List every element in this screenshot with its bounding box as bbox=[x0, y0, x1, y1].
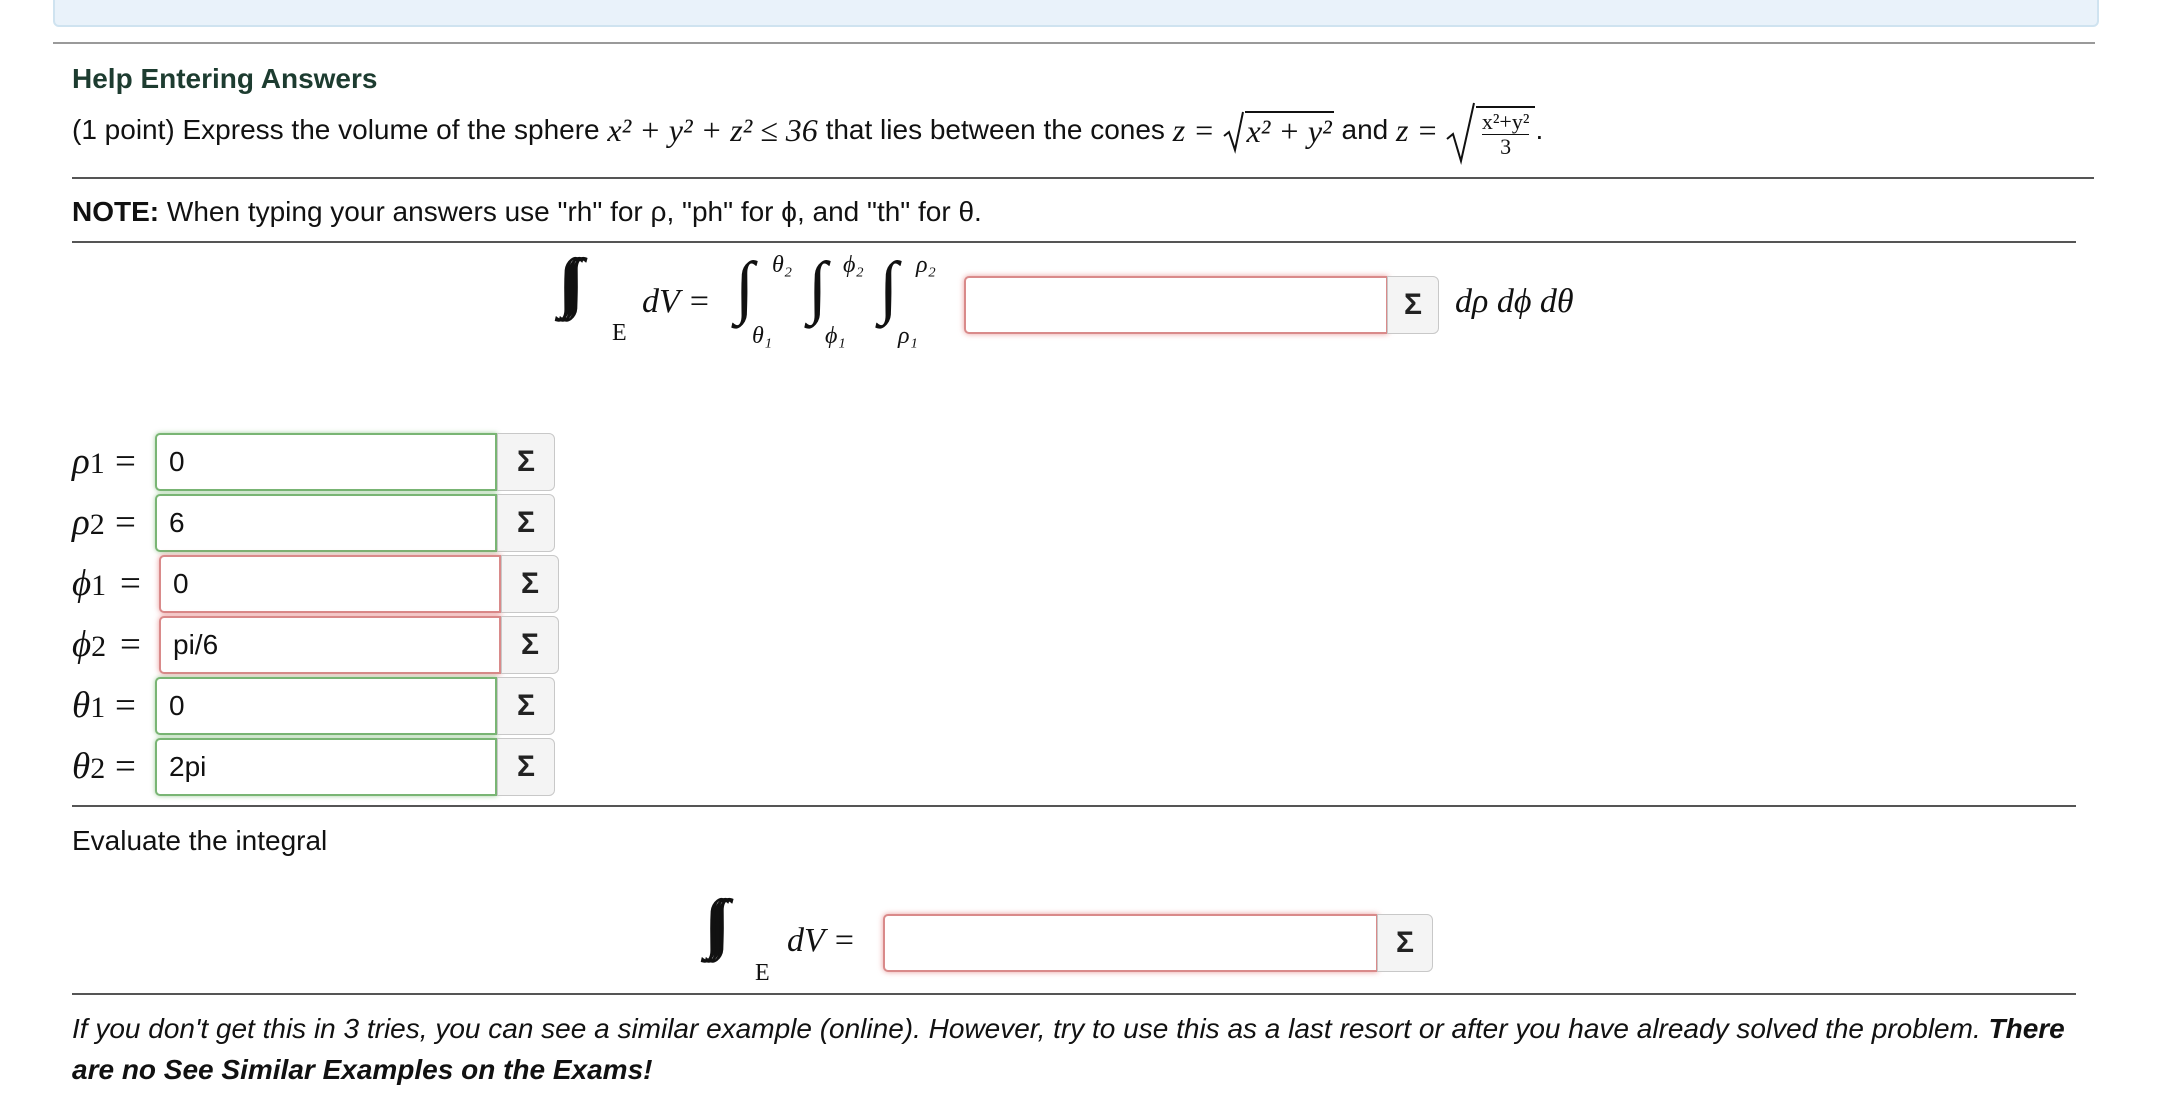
sigma-icon: Σ bbox=[520, 628, 539, 661]
region-label: E bbox=[755, 960, 770, 986]
problem-points-text: (1 point) Express the volume of the sphere bbox=[72, 114, 600, 145]
and-text: and bbox=[1341, 114, 1389, 145]
rho1-equation-editor-button[interactable] bbox=[497, 433, 555, 491]
cone1-lhs: z = bbox=[1172, 111, 1215, 148]
note-text: When typing your answers use "rh" for ρ, "ph" for ϕ, and "th" for θ. bbox=[166, 196, 982, 227]
equals-sign: = bbox=[115, 685, 136, 726]
rho2-symbol: ρ2 bbox=[72, 502, 105, 543]
note-line bbox=[72, 196, 982, 228]
sigma-icon: Σ bbox=[516, 445, 535, 478]
equals-sign: = bbox=[120, 624, 141, 665]
dv-equals: dV = bbox=[642, 283, 711, 320]
phi-upper-limit: ϕ₂ bbox=[843, 252, 864, 278]
sigma-icon: Σ bbox=[1395, 926, 1414, 959]
evaluate-label: Evaluate the integral bbox=[72, 825, 328, 856]
phi1-equation-editor-button[interactable] bbox=[501, 555, 559, 613]
sigma-icon: Σ bbox=[520, 567, 539, 600]
phi-lower-limit: ϕ₁ bbox=[825, 323, 846, 349]
footer-bold-2: are no See Similar Examples on the Exams! bbox=[72, 1054, 653, 1085]
help-entering-answers-link[interactable]: Help Entering Answers bbox=[72, 63, 378, 94]
cone2-denominator: 3 bbox=[1482, 134, 1530, 159]
note-label: NOTE: bbox=[72, 196, 160, 227]
top-divider bbox=[53, 42, 2095, 44]
phi1-symbol: ϕ1 bbox=[72, 563, 107, 604]
divider-1 bbox=[72, 177, 2094, 179]
equals-sign: = bbox=[115, 502, 136, 543]
phi2-equation-editor-button[interactable] bbox=[501, 616, 559, 674]
cone1-sqrt bbox=[1223, 110, 1334, 150]
rho-lower-limit: ρ₁ bbox=[898, 323, 918, 349]
footer-hint bbox=[72, 1008, 2082, 1090]
info-banner bbox=[53, 0, 2099, 27]
equals-sign: = bbox=[115, 441, 136, 482]
cone2-sqrt bbox=[1446, 101, 1536, 159]
equals-sign: = bbox=[120, 563, 141, 604]
divider-4 bbox=[72, 993, 2076, 995]
cone2-lhs: z = bbox=[1396, 111, 1439, 148]
differentials: dρ dϕ dθ bbox=[1455, 283, 1574, 320]
equals-sign: = bbox=[115, 746, 136, 787]
period: . bbox=[1535, 114, 1544, 145]
integral-value-input[interactable] bbox=[883, 914, 1378, 972]
rho2-input[interactable] bbox=[155, 494, 497, 552]
theta1-equation-editor-button[interactable] bbox=[497, 677, 555, 735]
divider-3 bbox=[72, 805, 2076, 807]
phi1-input[interactable] bbox=[159, 555, 501, 613]
theta2-symbol: θ2 bbox=[72, 746, 106, 787]
cone2-fraction bbox=[1476, 106, 1536, 159]
sigma-icon: Σ bbox=[516, 750, 535, 783]
theta1-input[interactable] bbox=[155, 677, 497, 735]
dv-equals: dV = bbox=[787, 922, 856, 959]
rho-upper-limit: ρ₂ bbox=[916, 252, 936, 278]
rho1-symbol: ρ1 bbox=[72, 441, 105, 482]
sphere-inequality: x² + y² + z² ≤ 36 bbox=[607, 111, 818, 148]
sqrt-icon bbox=[1223, 110, 1245, 154]
sigma-icon: Σ bbox=[516, 689, 535, 722]
integral-phi-icon: ∫ bbox=[808, 249, 828, 326]
sigma-icon: Σ bbox=[516, 506, 535, 539]
integrand-input[interactable] bbox=[964, 276, 1388, 334]
region-label: E bbox=[612, 320, 627, 346]
integral-value-equation-editor-button[interactable] bbox=[1377, 914, 1433, 972]
theta2-equation-editor-button[interactable] bbox=[497, 738, 555, 796]
problem-statement bbox=[72, 100, 1543, 160]
integrand-equation-editor-button[interactable] bbox=[1387, 276, 1439, 334]
theta-lower-limit: θ₁ bbox=[752, 323, 773, 349]
rho2-equation-editor-button[interactable] bbox=[497, 494, 555, 552]
rho1-input[interactable] bbox=[155, 433, 497, 491]
theta2-input[interactable] bbox=[155, 738, 497, 796]
sqrt-icon bbox=[1446, 101, 1476, 165]
problem-mid-text: that lies between the cones bbox=[825, 114, 1165, 145]
integral-rho-icon: ∫ bbox=[879, 249, 899, 326]
phi2-input[interactable] bbox=[159, 616, 501, 674]
phi2-symbol: ϕ2 bbox=[72, 624, 107, 665]
theta1-symbol: θ1 bbox=[72, 685, 106, 726]
theta-upper-limit: θ₂ bbox=[772, 252, 793, 278]
integral-theta-icon: ∫ bbox=[735, 249, 755, 326]
sigma-icon: Σ bbox=[1403, 288, 1422, 321]
footer-bold-1: There bbox=[1988, 1013, 2065, 1044]
cone2-numerator: x²+y² bbox=[1481, 109, 1530, 134]
cone1-radicand: x² + y² bbox=[1246, 113, 1332, 149]
divider-2 bbox=[72, 241, 2076, 243]
footer-text: If you don't get this in 3 tries, you can see a similar example (online). However, try to use this as a last resort or after you have already solved the problem. bbox=[72, 1013, 1981, 1044]
